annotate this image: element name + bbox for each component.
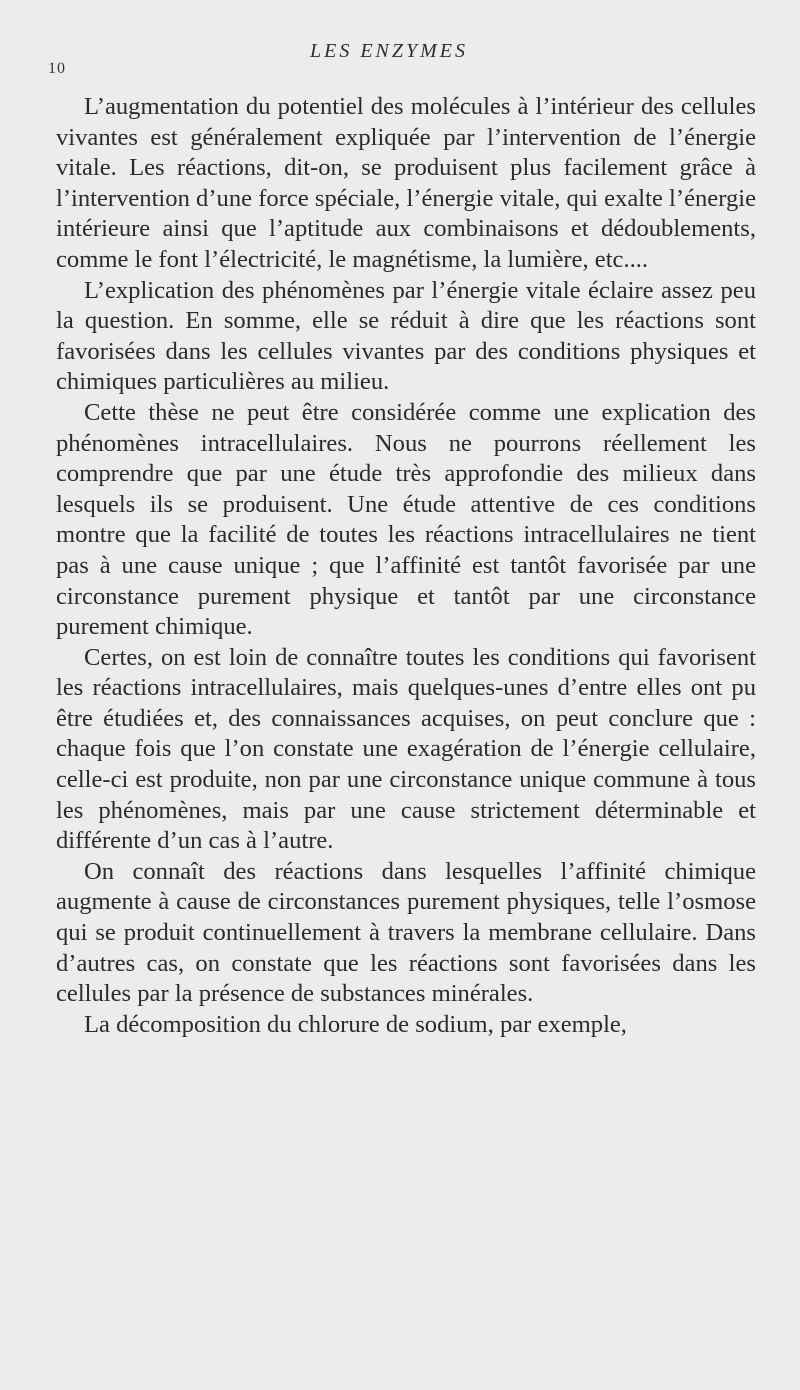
paragraph: Certes, on est loin de connaître toutes les conditions qui favorisent les réactions intracellulaires, mais quelques-unes d’entre elles ont pu être étudiées et, des connaissances acquises, on peut conclure que : chaque fois que l’on constate une exagération de l’énergie cellulaire, celle-ci est produite, non par une circonstance unique commune à tous les phénomènes, mais par une cause strictement déterminable et différente d’un cas à l’autre. — [56, 643, 756, 855]
paragraph: La décomposition du chlorure de sodium, par exemple, — [84, 1010, 627, 1038]
paragraph: L’augmentation du potentiel des molécules à l’intérieur des cellules vivantes est généralement expliquée par l’intervention de l’énergie vitale. Les réactions, dit-on, se produisent plus facilement grâce à l’intervention d’une force spéciale, l’énergie vitale, qui exalte l’énergie intérieure ainsi que l’aptitude aux combinaisons et dédoublements, comme le font l’électricité, le magnétisme, la lumière, etc.... — [56, 93, 756, 273]
body-text — [56, 92, 756, 1040]
paragraph: On connaît des réactions dans lesquelles l’affinité chimique augmente à cause de circonstances purement physiques, telle l’osmose qui se produit continuellement à travers la membrane cellulaire. Dans d’autres cas, on constate que les réactions sont favorisées dans les cellules par la présence de substances minérales. — [56, 857, 756, 1008]
running-head — [0, 40, 800, 77]
running-title: LES ENZYMES — [310, 40, 469, 62]
paragraph: L’explication des phénomènes par l’énergie vitale éclaire assez peu la question. En somme, elle se réduit à dire que les réactions sont favorisées dans les cellules vivantes par des conditions physiques et chimiques particulières au milieu. — [56, 276, 756, 396]
paragraph: Cette thèse ne peut être considérée comme une explication des phénomènes intracellulaires. Nous ne pourrons réellement les comprendre que par une étude très approfondie des milieux dans lesquels ils se produisent. Une étude attentive de ces conditions montre que la facilité de toutes les réactions intracellulaires ne tient pas à une cause unique ; que l’affinité est tantôt favorisée par une circonstance purement physique et tantôt par une circonstance purement chimique. — [56, 398, 756, 641]
page-number: 10 — [48, 60, 66, 77]
